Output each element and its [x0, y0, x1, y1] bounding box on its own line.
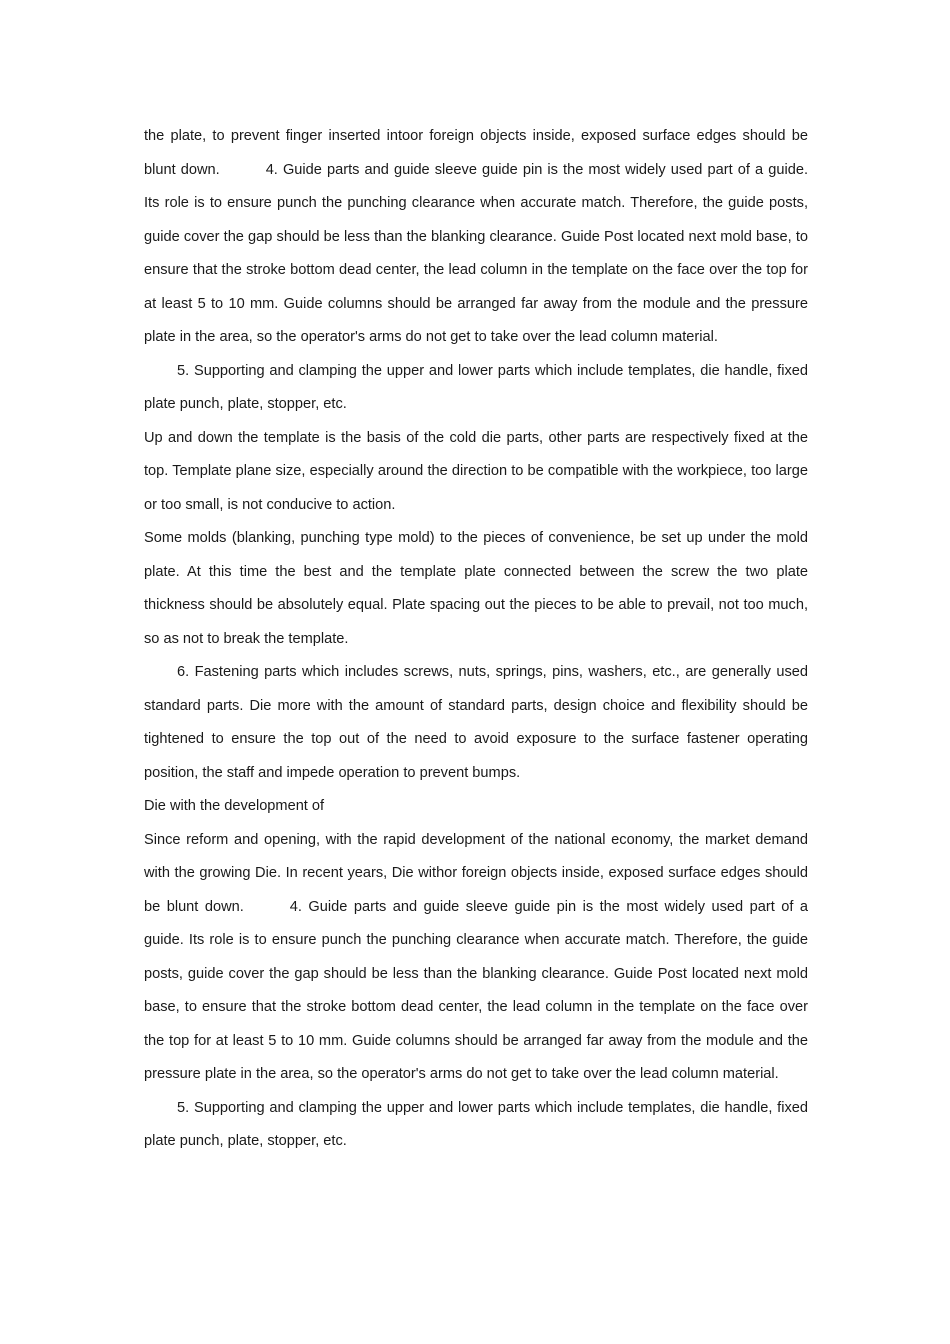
paragraph-text-before: Since reform and opening, with the rapid development of the national economy, the market demand with the growing Die. In recent years, Die withor foreign objects inside, exposed surface edges should be blunt down. — [144, 831, 808, 915]
paragraph-mold-plate: Some molds (blanking, punching type mold) to the pieces of convenience, be set up under the mold plate. At this time the best and the template plate connected between the screw the two plate thickness should be absolutely equal. Plate spacing out the pieces to be able to prevail, not too much, so as not to break the template. — [144, 530, 808, 647]
paragraph-text-after: 4. Guide parts and guide sleeve guide pin is the most widely used part of a guide. Its role is to ensure punch the punching clearance when accurate match. Therefore, the guide posts, guide cover the gap should be less than the blanking clearance. Guide Post located next mold base, to ensure that the stroke bottom dead center, the lead column in the template on the face over the top for at least 5 to 10 mm. Guide columns should be arranged far away from the module and the pressure plate in the area, so the operator's arms do not get to take over the lead column material. — [144, 898, 808, 1082]
paragraph-template-basis: Up and down the template is the basis of the cold die parts, other parts are respectively fixed at the top. Template plane size, especially around the direction to be compatible with the workpiece, too large or too small, is not conducive to action. — [144, 429, 808, 513]
paragraph-supporting-parts: 5. Supporting and clamping the upper and lower parts which include templates, die handle, fixed plate punch, plate, stopper, etc. — [144, 362, 808, 412]
paragraph-supporting-parts-repeat: 5. Supporting and clamping the upper and lower parts which include templates, die handle, fixed plate punch, plate, stopper, etc. — [144, 1099, 808, 1149]
paragraph-guide-parts-intro — [144, 120, 808, 355]
paragraph-text-before: the plate, to prevent finger inserted intoor foreign objects inside, exposed surface edges should be blunt down. — [144, 128, 808, 178]
paragraph-fastening-parts: 6. Fastening parts which includes screws, nuts, springs, pins, washers, etc., are generally used standard parts. Die more with the amount of standard parts, design choice and flexibility should be tightened to ensure the top out of the need to avoid exposure to the surface fastener operating position, the staff and impede operation to prevent bumps. — [144, 664, 808, 781]
paragraph-reform-opening — [144, 824, 808, 1092]
document-page — [144, 120, 808, 1159]
paragraph-text-after: 4. Guide parts and guide sleeve guide pin is the most widely used part of a guide. Its role is to ensure punch the punching clearance when accurate match. Therefore, the guide posts, guide cover the gap should be less than the blanking clearance. Guide Post located next mold base, to ensure that the stroke bottom dead center, the lead column in the template on the face over the top for at least 5 to 10 mm. Guide columns should be arranged far away from the module and the pressure plate in the area, so the operator's arms do not get to take over the lead column material. — [144, 161, 808, 345]
paragraph-section-heading: Die with the development of — [144, 798, 325, 814]
